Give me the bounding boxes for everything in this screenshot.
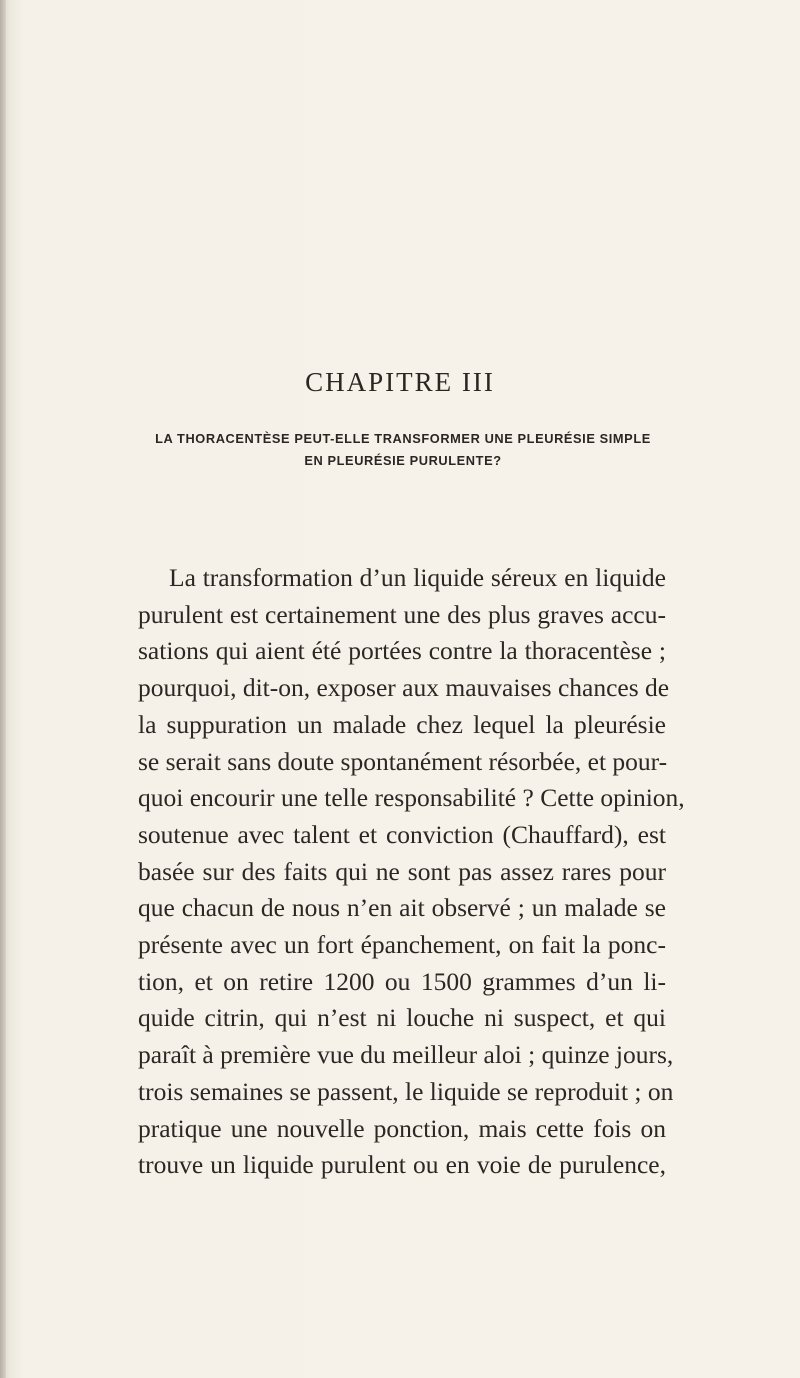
body-line: trouve un liquide purulent ou en voie de purulence,	[138, 1150, 666, 1180]
body-line: quide citrin, qui n’est ni louche ni suspect, et qui	[138, 1003, 666, 1033]
body-line: paraît à première vue du meilleur aloi ; quinze jours,	[138, 1040, 674, 1070]
body-line: la suppuration un malade chez lequel la pleurésie	[138, 709, 666, 739]
chapter-subtitle	[120, 428, 686, 472]
body-line: sations qui aient été portées contre la thoracentèse ;	[138, 636, 666, 666]
page-gutter-shadow	[0, 0, 6, 1378]
body-line: La transformation d’un liquide séreux en liquide	[169, 563, 666, 592]
subtitle-line-2: EN PLEURÉSIE PURULENTE?	[304, 453, 502, 468]
body-line: pourquoi, dit-on, exposer aux mauvaises chances de	[138, 673, 670, 703]
body-paragraph	[138, 560, 685, 1184]
body-line: se serait sans doute spontanément résorbée, et pour-	[138, 746, 668, 776]
body-line: trois semaines se passent, le liquide se reproduit ; on	[138, 1076, 674, 1106]
body-line: quoi encourir une telle responsabilité ? Cette opinion,	[138, 783, 685, 813]
subtitle-line-1: LA THORACENTÈSE PEUT-ELLE TRANSFORMER UNE PLEURÉSIE SIMPLE	[155, 431, 651, 446]
body-line: pratique une nouvelle ponction, mais cette fois on	[138, 1113, 666, 1143]
body-line: que chacun de nous n’en ait observé ; un malade se	[138, 893, 666, 923]
body-line: présente avec un fort épanchement, on fait la ponc-	[138, 930, 666, 960]
body-line: soutenue avec talent et conviction (Chauffard), est	[138, 819, 666, 849]
chapter-title: CHAPITRE III	[305, 367, 495, 397]
body-line: tion, et on retire 1200 ou 1500 grammes d’un li-	[138, 966, 666, 996]
body-line: purulent est certainement une des plus graves accu-	[138, 599, 666, 629]
body-line: basée sur des faits qui ne sont pas assez rares pour	[138, 856, 666, 886]
